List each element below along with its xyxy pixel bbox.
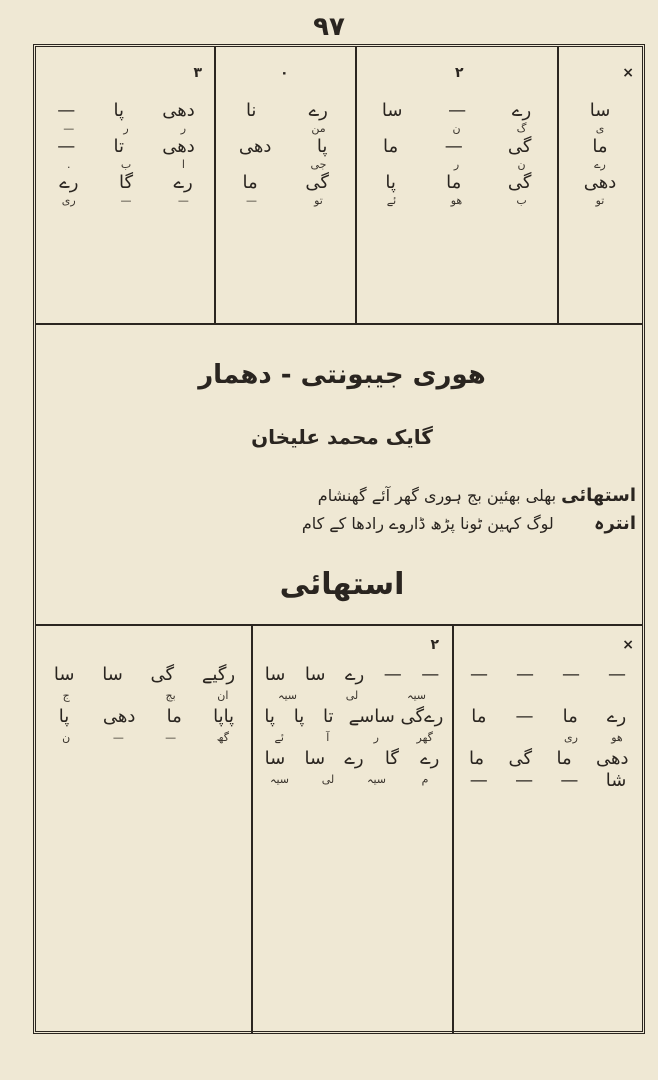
lyric: ا [181,157,185,171]
lyric: لی [321,772,335,786]
lyric: ن [517,157,526,171]
note: ما [471,705,487,727]
note: سا [102,663,123,685]
note: ما [562,705,578,727]
note: پا [58,705,70,727]
note: — [57,135,76,157]
lyric: — [177,193,189,207]
cross-mark: × [622,65,634,81]
note: گی [150,663,175,685]
cross-mark: × [622,637,634,653]
bar-line [355,47,357,323]
bar-line [557,47,559,323]
section-heading: استھائی [279,567,405,602]
lyric: ج [62,688,70,702]
top-cell-3 [218,65,352,207]
note: پا [293,705,305,727]
lyric: — [165,730,177,744]
lyric: رے [594,157,606,171]
note: سا [589,99,611,121]
note: — [469,769,488,791]
lyric: ب [516,193,527,207]
note: — [515,769,534,791]
note: — [57,99,76,121]
lyric: ئے [274,730,284,744]
lyric: ری [61,193,76,207]
note: — [562,663,580,685]
divider [36,624,642,626]
note: — [560,769,579,791]
lyric: ب [120,157,132,171]
note: رے [59,171,79,193]
note: پا [385,171,396,193]
note: شا [605,769,627,791]
divider [36,323,642,325]
lyric: گھر [416,730,433,744]
bottom-cell-1 [456,637,640,791]
bottom-cell-3 [40,637,249,747]
lyric: ن [452,121,461,135]
note: سا [304,747,326,769]
note: دھی [238,135,272,157]
note: گی [508,747,533,769]
lyric: — [63,121,75,135]
note: ما [468,747,485,769]
sthayi-text: بھلی بھئین بج ہوری گھر آئے گھنشام [317,486,557,505]
antara-line [302,513,636,534]
sthayi-label: استھائی [561,485,636,506]
note: سا [264,747,286,769]
note: پا [264,705,275,727]
lyric: گھ [216,730,229,744]
note: دھی [162,99,195,121]
note: رےگی ساسے [348,705,444,727]
lyric: ھو [450,193,463,207]
note: — [448,99,467,121]
note: رے [344,663,365,685]
bar-line [251,624,253,1034]
lyric: ر [453,157,460,171]
lyric: ئے [386,193,397,207]
lyric: تو [595,193,605,207]
note: ما [166,705,182,727]
note: ما [446,171,462,193]
composition-title: ھوری جیبونتی - دھمار [198,360,486,390]
note: گی [305,171,329,193]
lyric: ان [217,688,229,702]
lyric: ر [373,730,379,744]
note: رے [511,99,532,121]
note: تا [113,135,125,157]
lyric: — [112,730,124,744]
note: رے [420,747,440,769]
note: سا [381,99,403,121]
lyric: — [246,193,257,207]
note: سا [304,663,326,685]
note: — [515,705,534,727]
lyric: ری [564,730,578,744]
beat-number: ۰ [280,65,289,81]
note: تا [323,705,334,727]
lyric: ر [123,121,129,135]
lyric: ن [62,730,71,744]
note: دھی [102,705,136,727]
lyric: بج [165,688,176,702]
note: سا [53,663,75,685]
page-number: ۹۷ [313,12,345,42]
notation-frame [33,44,645,1034]
note: ما [383,135,399,157]
note: ما [556,747,572,769]
lyric: — [120,193,132,207]
note: ما [592,135,608,157]
lyric: آ [326,730,330,744]
top-cell-4 [40,65,212,207]
note: گی [507,135,532,157]
note: نا [245,99,257,121]
bar-line [214,47,216,323]
note: گی [507,171,532,193]
note: ما [242,171,258,193]
note: پا [113,99,125,121]
lyric: جی [310,157,327,171]
note: دھی [162,135,195,157]
bar-line [452,624,454,1034]
lyric: سیہ [278,688,298,702]
note: — [421,663,440,685]
lyric: تو [314,193,323,207]
note: — [516,663,534,685]
bottom-cell-2 [255,637,449,789]
note: پاپا [213,705,235,727]
note: رے [344,747,364,769]
note: — [470,663,488,685]
beat-number: ۲ [455,65,464,81]
lyric: سیہ [270,772,290,786]
beat-number: ۳ [193,65,202,81]
lyric: سیہ [407,688,426,702]
note: رے [173,171,193,193]
sthayi-line [318,485,636,506]
lyric: لی [345,688,359,702]
singer-line: گایک محمد علیخان [251,425,433,449]
beat-number: ۲ [430,637,439,653]
note: دھی [596,747,629,769]
lyric: ی [595,121,605,135]
note: رگیے [201,663,236,685]
note: — [608,663,626,685]
top-cell-2 [359,65,554,207]
lyric: سیہ [367,772,386,786]
lyric: گ [516,121,527,135]
note: پا [316,135,328,157]
note: — [383,663,402,685]
note: گا [118,171,134,193]
antara-label: انترہ [593,513,636,534]
note: دھی [583,171,617,193]
lyric: م [421,772,429,786]
note: گا [384,747,399,769]
lyric: ھو [611,730,623,744]
note: رے [308,99,328,121]
lyric: ر [180,121,186,135]
note: رے [606,705,627,727]
note: سا [264,663,286,685]
lyric: من [311,121,326,135]
top-cell-1 [560,65,640,207]
antara-text: لوگ کہین ٹونا پڑھ ڈاروے رادھا کے کام [301,514,554,533]
lyric: . [66,157,71,171]
note: — [444,135,463,157]
